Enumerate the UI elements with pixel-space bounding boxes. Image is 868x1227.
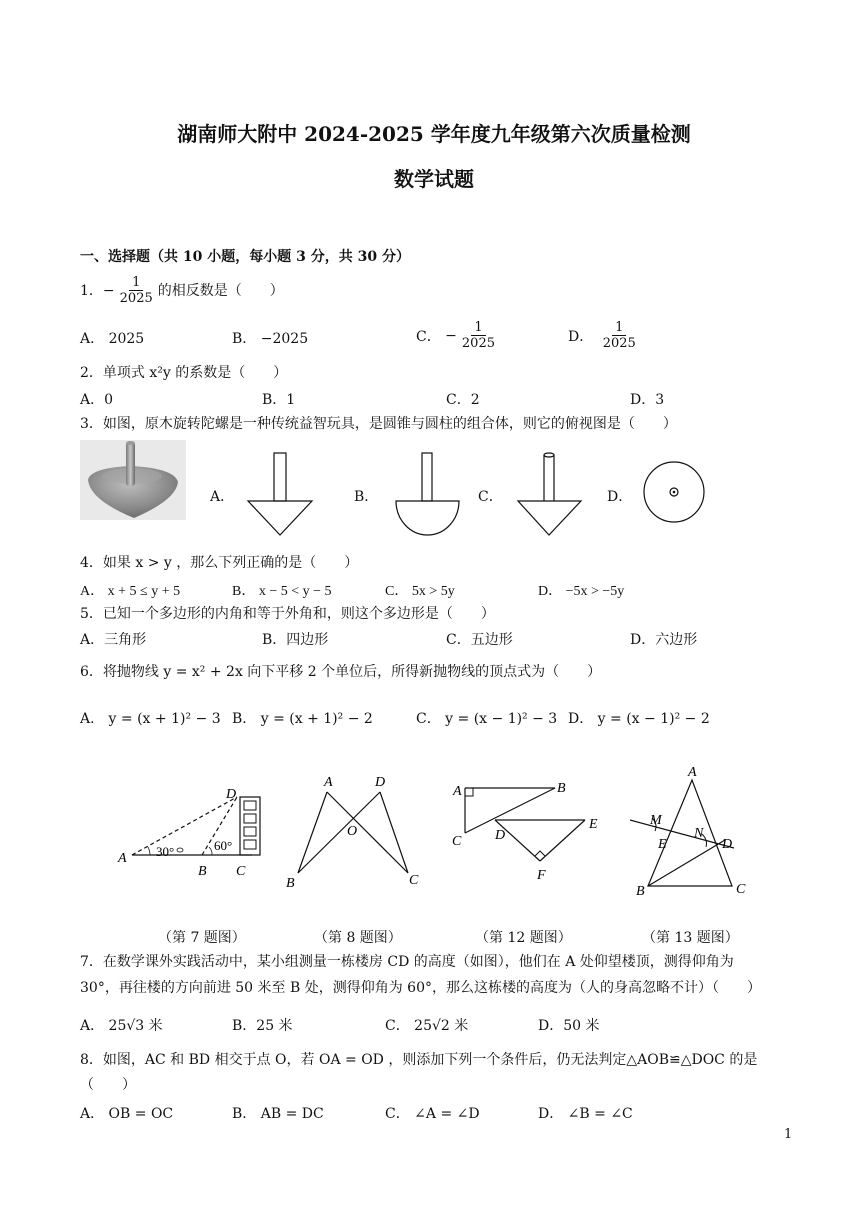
question-3: 3．如图，原木旋转陀螺是一种传统益智玩具，是圆锥与圆柱的组合体，则它的俯视图是（ ） [80,416,677,432]
q4-option-d: D． −5x > −5y [538,584,625,599]
fig13-label-M: M [650,813,662,828]
q3-figure-c [515,450,585,540]
page-number: 1 [784,1127,793,1142]
fig8-label-D: D [375,775,386,790]
question-4: 4．如果 x > y ，那么下列正确的是（ ） [80,555,359,571]
q7-option-b: B．25 米 [232,1018,293,1034]
fig12-label-E: E [589,817,598,832]
figure-8 [280,770,430,895]
fig13-label-D: D [722,837,733,852]
fig7-caption: （第 7 题图） [158,930,246,946]
fig8-label-O: O [347,824,358,839]
q1-number: 1． [80,282,103,299]
fig12-label-A: A [453,784,462,799]
fig13-label-C: C [736,882,746,897]
q2-option-b: B．1 [262,392,296,408]
q4-option-a: A． x + 5 ≤ y + 5 [80,584,181,599]
q5-option-c: C．五边形 [446,632,513,648]
page-subtitle: 数学试题 [394,167,474,191]
q1-option-c: C． − $\frac{1}{2025}$ [416,320,495,351]
q3-figure-a [245,450,315,540]
figure-7 [110,780,280,880]
question-2: 2．单项式 x²y 的系数是（ ） [80,365,288,381]
q4-option-c: C． 5x > 5y [385,584,455,599]
q5-option-d: D．六边形 [630,632,698,648]
figure-13 [622,762,762,902]
q3-figure-b [393,450,463,540]
fig8-label-B: B [286,876,295,891]
q8-option-d: D． ∠B = ∠C [538,1106,633,1122]
fig8-label-C: C [409,873,419,888]
fig12-caption: （第 12 题图） [475,930,572,946]
q3-label-d: D． [607,489,633,505]
figure-12 [445,775,615,890]
fig7-label-C: C [236,864,246,879]
q6-option-c: C． y = (x − 1)² − 3 [416,711,558,727]
fig13-label-E: E [658,837,667,852]
q8-option-b: B． AB = DC [232,1106,324,1122]
fig13-label-A: A [688,765,697,780]
question-1 [80,275,284,306]
question-7-line1: 7．在数学课外实践活动中，某小组测量一栋楼房 CD 的高度（如图），他们在 A 处仰望楼顶，测得仰角为 [80,954,734,970]
question-8-line1: 8．如图，AC 和 BD 相交于点 O，若 OA = OD ，则添加下列一个条件后，仍无法判定△AOB≌△DOC 的是 [80,1052,758,1068]
spinning-top-image [80,440,186,520]
fig8-caption: （第 8 题图） [314,930,402,946]
fig13-label-B: B [636,884,645,899]
q1-option-d: D． $\frac{1}{2025}$ [568,320,636,351]
fig12-label-D: D [495,828,506,843]
fig13-label-N: N [694,826,704,841]
q3-label-b: B． [354,489,379,505]
q1-sign: − [102,282,115,299]
q3-figure-d [640,458,710,528]
fig12-label-B: B [557,781,566,796]
q7-option-c: C． 25√2 米 [385,1018,469,1034]
q1-text: 的相反数是（ ） [157,282,284,299]
fig7-label-A: A [118,851,127,866]
q4-option-b: B． x − 5 < y − 5 [232,584,332,599]
q1-fraction [117,275,156,306]
q3-label-a: A． [210,489,235,505]
q1-frac-den: 2025 [119,291,153,306]
q7-option-a: A． 25√3 米 [80,1018,163,1034]
question-8-line2: （ ） [80,1077,136,1093]
fig12-label-F: F [537,868,546,883]
section-heading: 一、选择题（共 10 小题，每小题 3 分，共 30 分） [80,249,410,265]
fig13-caption: （第 13 题图） [642,930,739,946]
question-6: 6．将抛物线 y = x² + 2x 向下平移 2 个单位后，所得新抛物线的顶点式为（ ） [80,664,602,680]
fig7-angle-60: 60° [214,838,233,853]
question-7-line2: 30°，再往楼的方向前进 50 米至 B 处，测得仰角为 60°，那么这栋楼的高度为（人的身高忽略不计）（ ） [80,980,761,996]
page-title: 湖南师大附中 2024-2025 学年度九年级第六次质量检测 [177,122,691,146]
q1-option-a: A． 2025 [80,331,145,347]
fig7-label-D: D [226,787,237,802]
q2-option-d: D．3 [630,392,665,408]
q3-label-c: C． [478,489,503,505]
q2-option-c: C．2 [446,392,480,408]
fig12-label-C: C [452,834,462,849]
q6-option-b: B． y = (x + 1)² − 2 [232,711,373,727]
question-5: 5．已知一个多边形的内角和等于外角和，则这个多边形是（ ） [80,606,495,622]
q5-option-b: B．四边形 [262,632,329,648]
q1-frac-num: 1 [129,275,143,291]
q7-option-d: D．50 米 [538,1018,600,1034]
q5-option-a: A．三角形 [80,632,147,648]
q6-option-d: D． y = (x − 1)² − 2 [568,711,710,727]
fig8-label-A: A [324,775,333,790]
q1-option-b: B． −2025 [232,331,309,347]
fig7-label-B: B [198,864,207,879]
q8-option-a: A． OB = OC [80,1106,174,1122]
q8-option-c: C． ∠A = ∠D [385,1106,480,1122]
fig7-angle-30: 30° [156,844,175,859]
q2-option-a: A．0 [80,392,114,408]
q6-option-a: A． y = (x + 1)² − 3 [80,711,221,727]
